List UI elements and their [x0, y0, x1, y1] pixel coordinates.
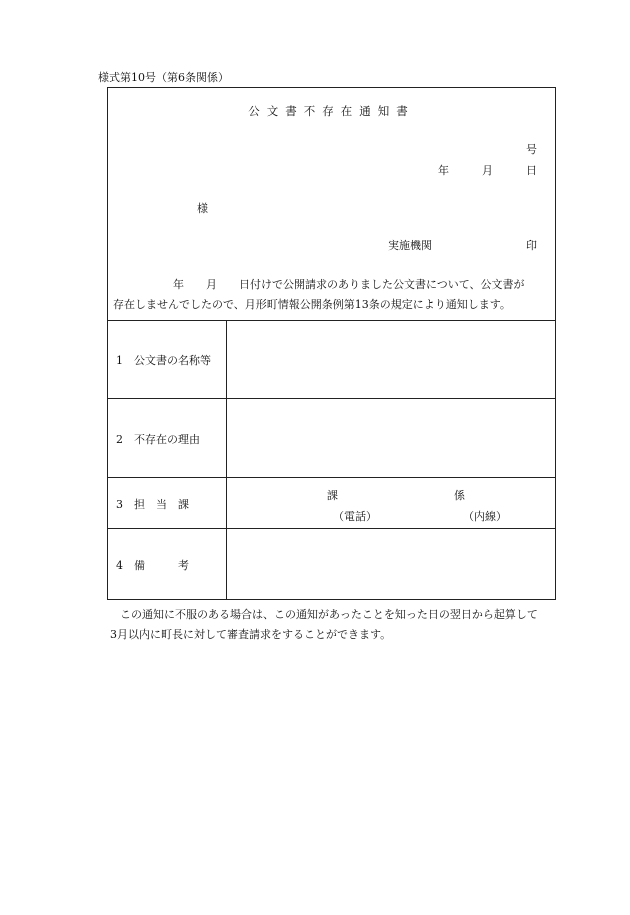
phone-label: （電話）: [333, 510, 377, 523]
row-label-reason: 2 不存在の理由: [116, 433, 200, 446]
form-number-label: 様式第10号（第6条関係）: [98, 71, 229, 84]
issue-date: [438, 162, 537, 178]
notice-form-frame: [107, 87, 556, 600]
row-label-document-name: 1 公文書の名称等: [116, 354, 211, 367]
row-divider: [108, 320, 555, 321]
unit-label: 係: [454, 489, 465, 502]
appeal-note-line-1: この通知に不服のある場合は、この通知があったことを知った日の翌日から起算して: [120, 608, 538, 621]
recipient-honorific: 様: [197, 202, 208, 215]
seal-mark: 印: [526, 239, 537, 252]
document-title: 公文書不存在通知書: [248, 104, 415, 118]
row-label-remarks: 4 備 考: [116, 559, 189, 572]
appeal-note-line-2: 3月以内に町長に対して審査請求をすることができます。: [110, 628, 392, 641]
date-day-label: 日: [526, 164, 537, 177]
appeal-note: [110, 605, 538, 645]
row-divider: [108, 398, 555, 399]
issuing-agency-label: 実施機関: [388, 239, 432, 252]
row-label-department: 3 担 当 課: [116, 498, 189, 511]
section-label: 課: [327, 489, 338, 502]
extension-label: （内線）: [463, 510, 507, 523]
document-number-suffix: 号: [526, 143, 537, 156]
row-divider: [108, 477, 555, 478]
date-month-label: 月: [482, 164, 493, 177]
date-year-label: 年: [438, 164, 449, 177]
notice-body-line-1: 年 月 日付けで公開請求のありました公文書について、公文書が: [173, 278, 525, 291]
notice-body-line-2: 存在しませんでしたので、月形町情報公開条例第13条の規定により通知します。: [113, 298, 511, 311]
column-divider: [226, 320, 227, 600]
notice-body: [113, 275, 525, 315]
row-divider: [108, 528, 555, 529]
